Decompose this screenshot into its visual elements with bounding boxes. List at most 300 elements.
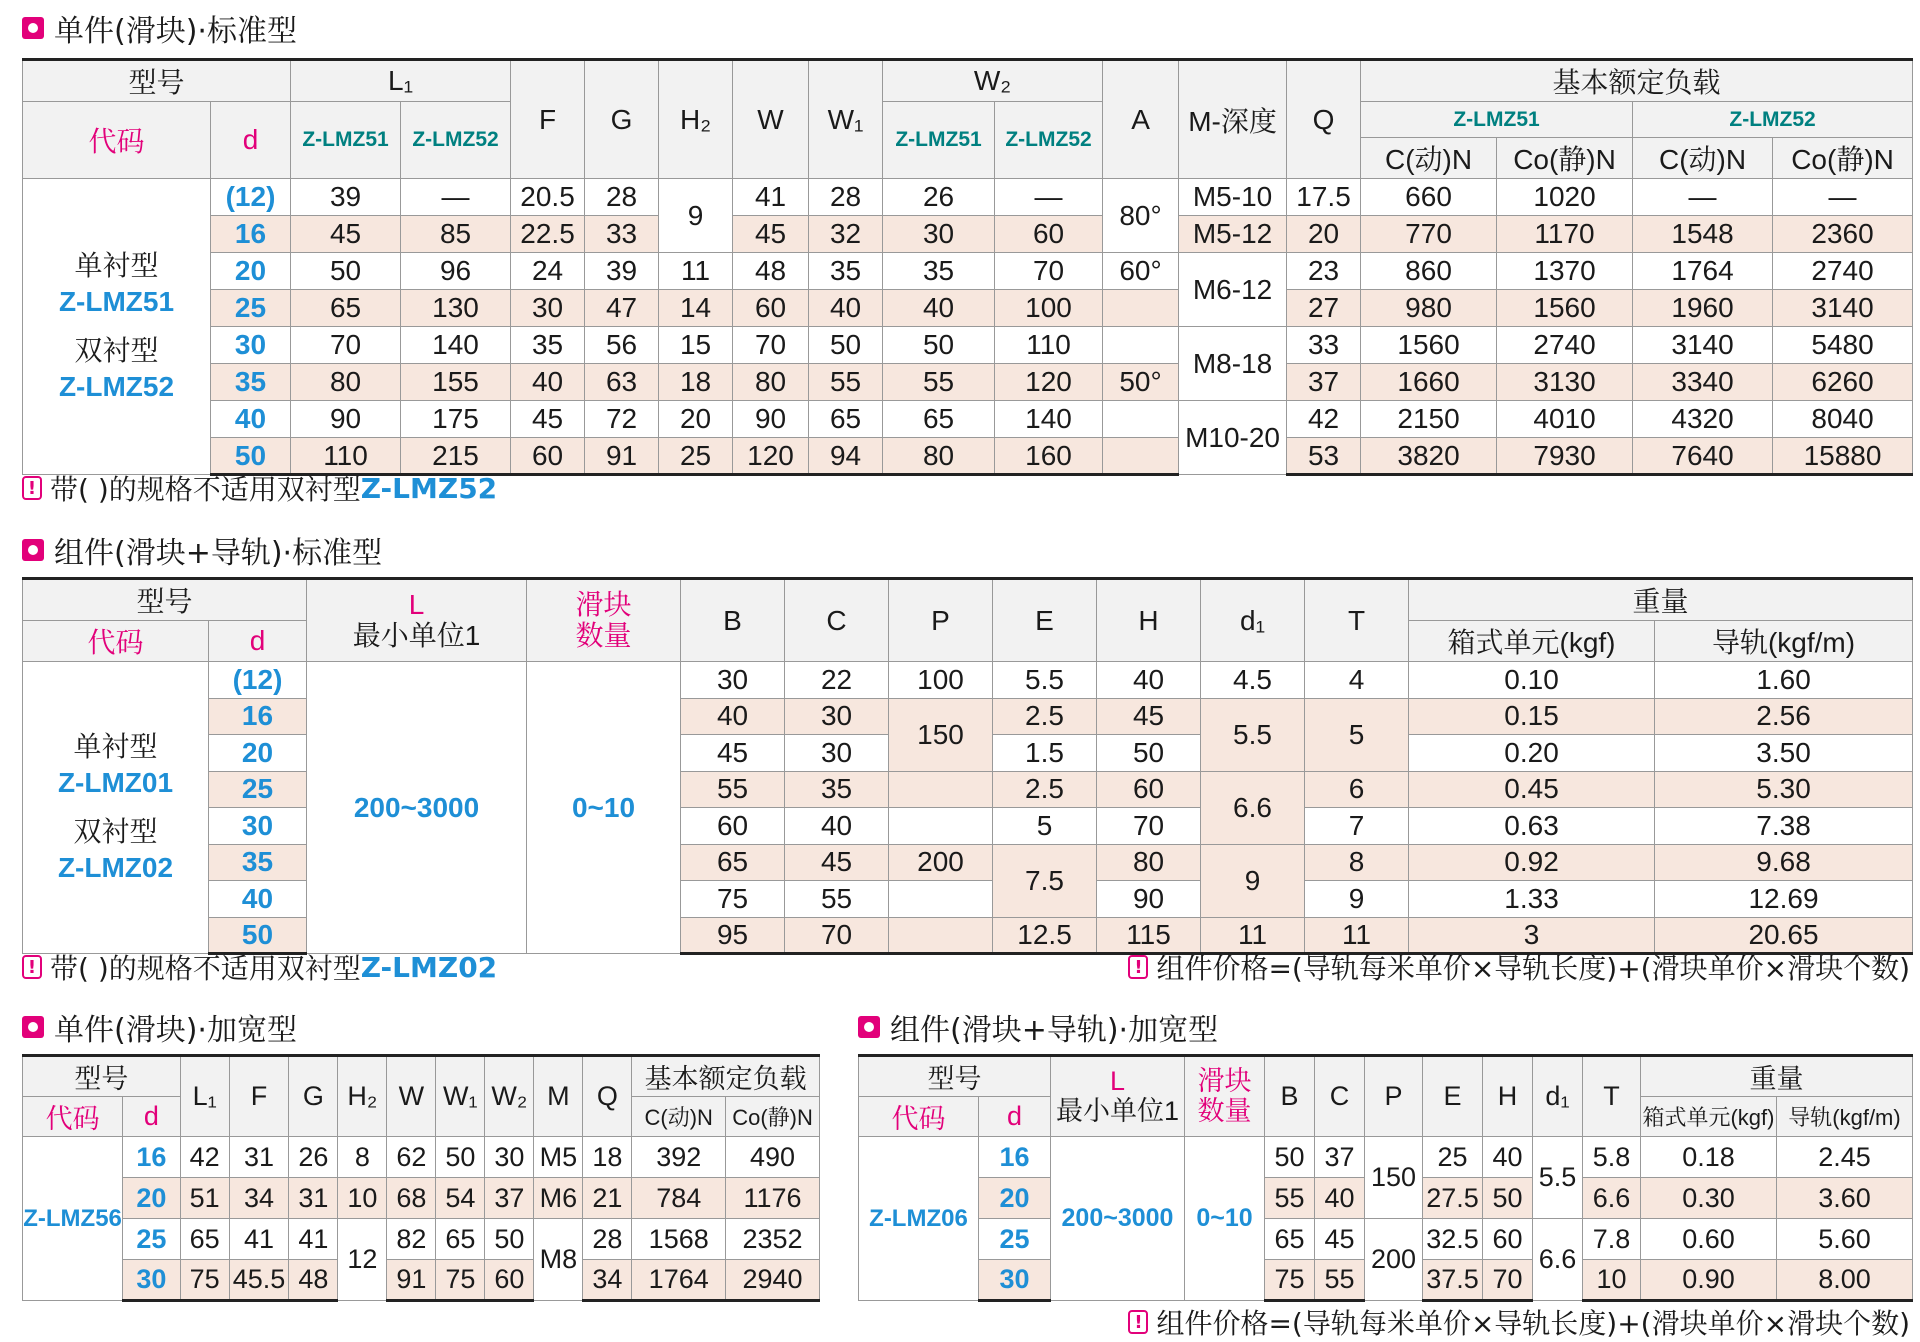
cell: 75: [681, 881, 785, 918]
cell: [1103, 438, 1179, 475]
header-qty: 数量: [1197, 1095, 1252, 1126]
header-W2: W₂: [883, 60, 1103, 102]
header-B: B: [1265, 1056, 1315, 1137]
cell: 50: [883, 327, 995, 364]
cell: M10-20: [1179, 401, 1287, 475]
header-xinghao: 型号: [23, 1056, 181, 1097]
cell: 39: [291, 179, 401, 216]
cell: 9: [1201, 844, 1305, 917]
cell: 55: [681, 771, 785, 808]
d-value: 16: [209, 698, 307, 735]
d-value: 50: [211, 438, 291, 475]
cell: 0.30: [1641, 1178, 1777, 1219]
cell: 80: [1097, 844, 1201, 881]
d-value: 20: [123, 1178, 181, 1219]
header-co-sta: Co(静)N: [726, 1097, 820, 1137]
cell: 50: [1265, 1137, 1315, 1178]
header-H: H: [1097, 579, 1201, 662]
cell: 11: [659, 253, 733, 290]
cell: 2740: [1773, 253, 1913, 290]
header-d: d: [979, 1097, 1051, 1137]
cell: 860: [1361, 253, 1497, 290]
header-L: [307, 579, 527, 662]
cell: 40: [785, 808, 889, 845]
cell: 70: [785, 917, 889, 954]
header-Q: Q: [583, 1056, 632, 1137]
cell: 6: [1305, 771, 1409, 808]
cell: 28: [583, 1219, 632, 1260]
header-box-unit: 箱式单元(kgf): [1409, 621, 1655, 662]
cell: 130: [401, 290, 511, 327]
cell: 3340: [1633, 364, 1773, 401]
d-value: 25: [979, 1219, 1051, 1260]
cell: 40: [681, 698, 785, 735]
cell: 95: [681, 917, 785, 954]
cell: 8.00: [1777, 1260, 1913, 1301]
d-value: 16: [211, 216, 291, 253]
cell: 0.90: [1641, 1260, 1777, 1301]
cell: 980: [1361, 290, 1497, 327]
cell: 34: [583, 1260, 632, 1301]
header-Q: Q: [1287, 60, 1361, 179]
cell: 6260: [1773, 364, 1913, 401]
cell: 21: [583, 1178, 632, 1219]
cell: 45: [733, 216, 809, 253]
header-F: F: [511, 60, 585, 179]
header-c-dyn: C(动)N: [1361, 138, 1497, 179]
cell: 65: [681, 844, 785, 881]
cell: 28: [809, 179, 883, 216]
note-text: 带( )的规格不适用双衬型: [50, 473, 361, 506]
header-W1: W₁: [809, 60, 883, 179]
cell: 5.8: [1583, 1137, 1641, 1178]
cell: 32.5: [1423, 1219, 1483, 1260]
cell: 24: [511, 253, 585, 290]
header-P: P: [1365, 1056, 1423, 1137]
d-value: 35: [211, 364, 291, 401]
note-code: Z-LMZ02: [360, 950, 498, 984]
cell: 55: [809, 364, 883, 401]
cell: 45: [291, 216, 401, 253]
cell: 0.10: [1409, 662, 1655, 699]
cell: [889, 917, 993, 954]
cell: 6.6: [1533, 1219, 1583, 1301]
header-B: B: [681, 579, 785, 662]
cell: 9.68: [1655, 844, 1913, 881]
cell: 60: [511, 438, 585, 475]
cell: 20.65: [1655, 917, 1913, 954]
cell: 140: [401, 327, 511, 364]
cell: 1170: [1497, 216, 1633, 253]
cell: [1103, 327, 1179, 364]
cell: 9: [1305, 881, 1409, 918]
cell: 40: [511, 364, 585, 401]
header-d1: d₁: [1201, 579, 1305, 662]
label-single: 单衬型: [74, 249, 159, 281]
cell: 5.5: [993, 662, 1097, 699]
cell: 0.18: [1641, 1137, 1777, 1178]
cell: 70: [1483, 1260, 1533, 1301]
cell: 18: [659, 364, 733, 401]
d-value: 20: [979, 1178, 1051, 1219]
cell: 8: [1305, 844, 1409, 881]
code-z-lmz56: Z-LMZ56: [23, 1137, 123, 1301]
cell: 150: [1365, 1137, 1423, 1219]
cell: 150: [889, 698, 993, 771]
cell: 80: [733, 364, 809, 401]
cell: 0.63: [1409, 808, 1655, 845]
cell: 50: [809, 327, 883, 364]
header-slider-qty: [1185, 1056, 1265, 1137]
cell: 50: [1097, 735, 1201, 772]
d-value: 30: [123, 1260, 181, 1301]
cell: 70: [733, 327, 809, 364]
range-L: 200~3000: [1051, 1137, 1185, 1301]
cell: 4: [1305, 662, 1409, 699]
cell: 4010: [1497, 401, 1633, 438]
cell: 2740: [1497, 327, 1633, 364]
cell: 100: [889, 662, 993, 699]
cell: 63: [585, 364, 659, 401]
cell: 2940: [726, 1260, 820, 1301]
cell: 26: [883, 179, 995, 216]
header-load: 基本额定负载: [1361, 60, 1913, 102]
cell: 50: [291, 253, 401, 290]
cell: 2.56: [1655, 698, 1913, 735]
cell: 23: [1287, 253, 1361, 290]
cell: —: [401, 179, 511, 216]
cell: 11: [1201, 917, 1305, 954]
header-load-code52: Z-LMZ52: [1633, 102, 1913, 138]
header-T: T: [1583, 1056, 1641, 1137]
header-min-unit: 最小单位1: [352, 619, 481, 651]
cell: 50°: [1103, 364, 1179, 401]
cell: 22.5: [511, 216, 585, 253]
header-w2-code52: Z-LMZ52: [995, 102, 1103, 179]
cell: —: [1773, 179, 1913, 216]
cell: 60: [733, 290, 809, 327]
cell: 40: [1097, 662, 1201, 699]
header-d: d: [123, 1097, 181, 1137]
d-value: (12): [211, 179, 291, 216]
cell: M6-12: [1179, 253, 1287, 327]
header-load-code51: Z-LMZ51: [1361, 102, 1633, 138]
cell: 1560: [1497, 290, 1633, 327]
cell: 70: [291, 327, 401, 364]
cell: 160: [995, 438, 1103, 475]
d-value: 20: [211, 253, 291, 290]
code-cell: [23, 179, 211, 475]
cell: 1370: [1497, 253, 1633, 290]
section-bullet-icon: [858, 1016, 880, 1038]
section-bullet-icon: [22, 17, 44, 39]
header-daima: 代码: [23, 1097, 123, 1137]
cell: 11: [1305, 917, 1409, 954]
header-xinghao: 型号: [859, 1056, 1051, 1097]
header-daima: 代码: [23, 102, 211, 179]
cell: 5480: [1773, 327, 1913, 364]
note-price-formula: [1128, 947, 1910, 987]
cell: 6.6: [1583, 1178, 1641, 1219]
cell: 660: [1361, 179, 1497, 216]
section-single-wide: [22, 1007, 297, 1047]
cell: 2.5: [993, 771, 1097, 808]
warning-icon: !: [1128, 1310, 1148, 1334]
cell: —: [995, 179, 1103, 216]
header-rail: 导轨(kgf/m): [1777, 1097, 1913, 1137]
cell: 45.5: [229, 1260, 289, 1301]
cell: 35: [809, 253, 883, 290]
header-daima: 代码: [859, 1097, 979, 1137]
cell: 9: [659, 179, 733, 253]
cell: 70: [995, 253, 1103, 290]
cell: 37.5: [1423, 1260, 1483, 1301]
cell: 60: [995, 216, 1103, 253]
label-double: 双衬型: [73, 815, 158, 847]
header-M: M: [534, 1056, 583, 1137]
section-title: [22, 8, 297, 48]
cell: M8-18: [1179, 327, 1287, 401]
d-value: 50: [209, 917, 307, 954]
cell: M6: [534, 1178, 583, 1219]
code-cell: [23, 662, 209, 954]
cell: 70: [1097, 808, 1201, 845]
cell: 65: [1265, 1219, 1315, 1260]
cell: 39: [585, 253, 659, 290]
section-single-standard: [22, 8, 297, 48]
cell: M8: [534, 1219, 583, 1301]
note-no-double-a: [22, 468, 497, 508]
header-slider: 滑块: [575, 588, 632, 620]
d-value: 40: [211, 401, 291, 438]
header-min-unit: 最小单位1: [1055, 1095, 1180, 1126]
header-W: W: [733, 60, 809, 179]
cell: 215: [401, 438, 511, 475]
section-title-text: 单件(滑块)·加宽型: [54, 1013, 297, 1048]
cell: 30: [785, 698, 889, 735]
cell: 2352: [726, 1219, 820, 1260]
cell: 30: [511, 290, 585, 327]
cell: 10: [338, 1178, 387, 1219]
cell: 27: [1287, 290, 1361, 327]
cell: 35: [883, 253, 995, 290]
d-value: 20: [209, 735, 307, 772]
cell: 56: [585, 327, 659, 364]
header-weight: 重量: [1641, 1056, 1913, 1097]
cell: 33: [1287, 327, 1361, 364]
cell: 3.60: [1777, 1178, 1913, 1219]
header-H: H: [1483, 1056, 1533, 1137]
header-slider-qty: [527, 579, 681, 662]
cell: 94: [809, 438, 883, 475]
cell: 37: [1315, 1137, 1365, 1178]
cell: 37: [485, 1178, 534, 1219]
header-H2: H₂: [659, 60, 733, 179]
cell: 85: [401, 216, 511, 253]
cell: 5.5: [1201, 698, 1305, 771]
cell: 120: [733, 438, 809, 475]
header-c-dyn: C(动)N: [1633, 138, 1773, 179]
header-d1: d₁: [1533, 1056, 1583, 1137]
header-co-sta: Co(静)N: [1773, 138, 1913, 179]
cell: 30: [485, 1137, 534, 1178]
header-G: G: [289, 1056, 338, 1137]
cell: 115: [1097, 917, 1201, 954]
cell: 96: [401, 253, 511, 290]
section-assembly-wide: [858, 1007, 1218, 1047]
cell: 62: [387, 1137, 436, 1178]
cell: 110: [291, 438, 401, 475]
header-T: T: [1305, 579, 1409, 662]
cell: 175: [401, 401, 511, 438]
table-single-standard: [22, 58, 1913, 476]
cell: 22: [785, 662, 889, 699]
header-qty: 数量: [575, 619, 632, 651]
cell: 1020: [1497, 179, 1633, 216]
table-assembly-wide: [858, 1054, 1913, 1302]
cell: 392: [632, 1137, 726, 1178]
section-title-text: 组件(滑块+导轨)·标准型: [54, 536, 383, 571]
cell: 0.92: [1409, 844, 1655, 881]
range-L: 200~3000: [307, 662, 527, 954]
cell: 45: [1315, 1219, 1365, 1260]
cell: 40: [883, 290, 995, 327]
cell: 48: [733, 253, 809, 290]
header-L1: L₁: [180, 1056, 229, 1137]
cell: 42: [1287, 401, 1361, 438]
header-C: C: [785, 579, 889, 662]
cell: 51: [180, 1178, 229, 1219]
header-C: C: [1315, 1056, 1365, 1137]
cell: 0.20: [1409, 735, 1655, 772]
header-E: E: [993, 579, 1097, 662]
cell: 28: [585, 179, 659, 216]
cell: 91: [387, 1260, 436, 1301]
cell: 60: [1483, 1219, 1533, 1260]
cell: 7.38: [1655, 808, 1913, 845]
cell: 42: [180, 1137, 229, 1178]
cell: 48: [289, 1260, 338, 1301]
header-weight: 重量: [1409, 579, 1913, 621]
header-xinghao: 型号: [23, 579, 307, 621]
label-single: 单衬型: [73, 730, 158, 762]
cell: [889, 808, 993, 845]
section-title-text: 组件(滑块+导轨)·加宽型: [890, 1013, 1219, 1048]
d-value: 30: [209, 808, 307, 845]
cell: 31: [289, 1178, 338, 1219]
cell: —: [1633, 179, 1773, 216]
warning-icon: !: [1128, 955, 1148, 979]
code-z-lmz51: Z-LMZ51: [58, 286, 175, 318]
cell: 5: [993, 808, 1097, 845]
cell: 8: [338, 1137, 387, 1178]
cell: 54: [436, 1178, 485, 1219]
header-W1: W₁: [436, 1056, 485, 1137]
cell: 110: [995, 327, 1103, 364]
cell: 37: [1287, 364, 1361, 401]
table-single-wide: [22, 1054, 820, 1302]
d-value: (12): [209, 662, 307, 699]
cell: 30: [785, 735, 889, 772]
d-value: 25: [211, 290, 291, 327]
cell: 1560: [1361, 327, 1497, 364]
cell: 75: [436, 1260, 485, 1301]
cell: 2150: [1361, 401, 1497, 438]
cell: 1660: [1361, 364, 1497, 401]
d-value: 25: [209, 771, 307, 808]
cell: 65: [436, 1219, 485, 1260]
cell: 3140: [1773, 290, 1913, 327]
cell: 5.30: [1655, 771, 1913, 808]
header-P: P: [889, 579, 993, 662]
cell: 25: [659, 438, 733, 475]
cell: 27.5: [1423, 1178, 1483, 1219]
section-title: [858, 1007, 1218, 1047]
cell: 1.33: [1409, 881, 1655, 918]
header-c-dyn: C(动)N: [632, 1097, 726, 1137]
cell: 45: [785, 844, 889, 881]
note-text: 组件价格=(导轨每米单价×导轨长度)+(滑块单价×滑块个数): [1156, 952, 1910, 985]
cell: 10: [1583, 1260, 1641, 1301]
cell: 65: [180, 1219, 229, 1260]
cell: [889, 771, 993, 808]
cell: 1764: [1633, 253, 1773, 290]
cell: 50: [1483, 1178, 1533, 1219]
section-assembly-standard: [22, 530, 382, 570]
header-code52: Z-LMZ52: [401, 102, 511, 179]
cell: 45: [1097, 698, 1201, 735]
d-value: 35: [209, 844, 307, 881]
cell: 35: [511, 327, 585, 364]
header-slider: 滑块: [1197, 1065, 1252, 1096]
cell: 15880: [1773, 438, 1913, 475]
cell: 1176: [726, 1178, 820, 1219]
cell: 1.5: [993, 735, 1097, 772]
cell: 53: [1287, 438, 1361, 475]
code-z-lmz01: Z-LMZ01: [57, 767, 174, 799]
cell: 0.15: [1409, 698, 1655, 735]
header-w2-code51: Z-LMZ51: [883, 102, 995, 179]
cell: 26: [289, 1137, 338, 1178]
cell: M5-12: [1179, 216, 1287, 253]
cell: 55: [1265, 1178, 1315, 1219]
cell: 30: [883, 216, 995, 253]
range-qty: 0~10: [527, 662, 681, 954]
cell: 2.5: [993, 698, 1097, 735]
section-title-text: 单件(滑块)·标准型: [54, 14, 297, 49]
cell: 200: [1365, 1219, 1423, 1301]
note-no-double-b: [22, 947, 497, 987]
cell: 45: [511, 401, 585, 438]
cell: [889, 881, 993, 918]
cell: M5: [534, 1137, 583, 1178]
cell: 3820: [1361, 438, 1497, 475]
cell: 60: [485, 1260, 534, 1301]
header-L1: L₁: [291, 60, 511, 102]
header-F: F: [229, 1056, 289, 1137]
cell: 45: [681, 735, 785, 772]
cell: 25: [1423, 1137, 1483, 1178]
cell: [1103, 290, 1179, 327]
cell: 90: [733, 401, 809, 438]
code-z-lmz52: Z-LMZ52: [58, 370, 175, 402]
cell: 1548: [1633, 216, 1773, 253]
cell: 1.60: [1655, 662, 1913, 699]
cell: 155: [401, 364, 511, 401]
cell: 4.5: [1201, 662, 1305, 699]
cell: 1568: [632, 1219, 726, 1260]
header-box-unit: 箱式单元(kgf): [1641, 1097, 1777, 1137]
